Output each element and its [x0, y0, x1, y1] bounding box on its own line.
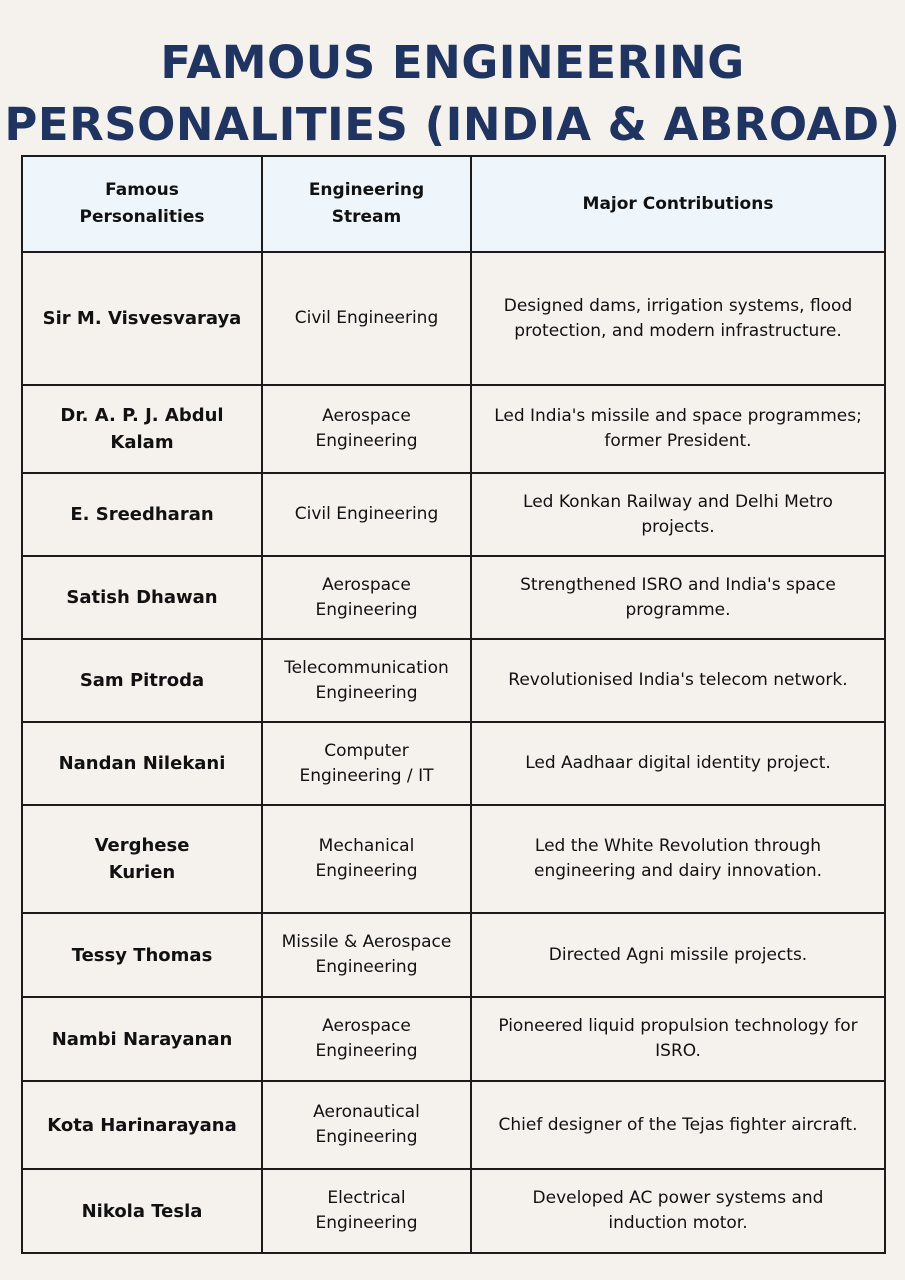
table-row — [22, 1169, 885, 1253]
table-row — [22, 805, 885, 913]
engineering-stream: Missile & Aerospace Engineering — [262, 913, 471, 997]
major-contribution: Directed Agni missile projects. — [471, 913, 885, 997]
personality-name: Nandan Nilekani — [22, 722, 262, 805]
personality-name: Satish Dhawan — [22, 556, 262, 639]
personality-name: Nambi Narayanan — [22, 997, 262, 1081]
table-row — [22, 722, 885, 805]
engineering-stream: Civil Engineering — [262, 252, 471, 385]
table-row — [22, 1081, 885, 1169]
engineering-stream: Aerospace Engineering — [262, 385, 471, 473]
personality-name: Verghese Kurien — [22, 805, 262, 913]
header-stream: Engineering Stream — [262, 156, 471, 252]
table-row — [22, 639, 885, 722]
page-title-line-1: FAMOUS ENGINEERING — [160, 36, 745, 89]
table-row — [22, 556, 885, 639]
major-contribution: Led the White Revolution through engineering and dairy innovation. — [471, 805, 885, 913]
major-contribution: Led Konkan Railway and Delhi Metro projects. — [471, 473, 885, 556]
major-contribution: Pioneered liquid propulsion technology for ISRO. — [471, 997, 885, 1081]
personality-name: Sam Pitroda — [22, 639, 262, 722]
personalities-table — [21, 155, 886, 1254]
engineering-stream: Electrical Engineering — [262, 1169, 471, 1253]
header-row — [22, 156, 885, 252]
table-row — [22, 997, 885, 1081]
engineering-stream: Aeronautical Engineering — [262, 1081, 471, 1169]
header-contribution: Major Contributions — [471, 156, 885, 252]
engineering-stream: Aerospace Engineering — [262, 997, 471, 1081]
personality-name: Dr. A. P. J. Abdul Kalam — [22, 385, 262, 473]
major-contribution: Led India's missile and space programmes; former President. — [471, 385, 885, 473]
personality-name: Nikola Tesla — [22, 1169, 262, 1253]
table-row — [22, 385, 885, 473]
personality-name: Sir M. Visvesvaraya — [22, 252, 262, 385]
major-contribution: Chief designer of the Tejas fighter aircraft. — [471, 1081, 885, 1169]
header-personality: Famous Personalities — [22, 156, 262, 252]
personality-name: Tessy Thomas — [22, 913, 262, 997]
engineering-stream: Computer Engineering / IT — [262, 722, 471, 805]
table-body — [22, 252, 885, 1253]
table-header — [22, 156, 885, 252]
table-row — [22, 252, 885, 385]
engineering-stream: Civil Engineering — [262, 473, 471, 556]
page-title-line-2: PERSONALITIES (INDIA & ABROAD) — [4, 98, 901, 151]
engineering-stream: Aerospace Engineering — [262, 556, 471, 639]
page-title — [0, 32, 905, 156]
table-row — [22, 913, 885, 997]
major-contribution: Led Aadhaar digital identity project. — [471, 722, 885, 805]
major-contribution: Strengthened ISRO and India's space programme. — [471, 556, 885, 639]
engineering-stream: Mechanical Engineering — [262, 805, 471, 913]
major-contribution: Developed AC power systems and induction motor. — [471, 1169, 885, 1253]
engineering-stream: Telecommunication Engineering — [262, 639, 471, 722]
major-contribution: Designed dams, irrigation systems, flood protection, and modern infrastructure. — [471, 252, 885, 385]
personality-name: Kota Harinarayana — [22, 1081, 262, 1169]
table-row — [22, 473, 885, 556]
personality-name: E. Sreedharan — [22, 473, 262, 556]
major-contribution: Revolutionised India's telecom network. — [471, 639, 885, 722]
